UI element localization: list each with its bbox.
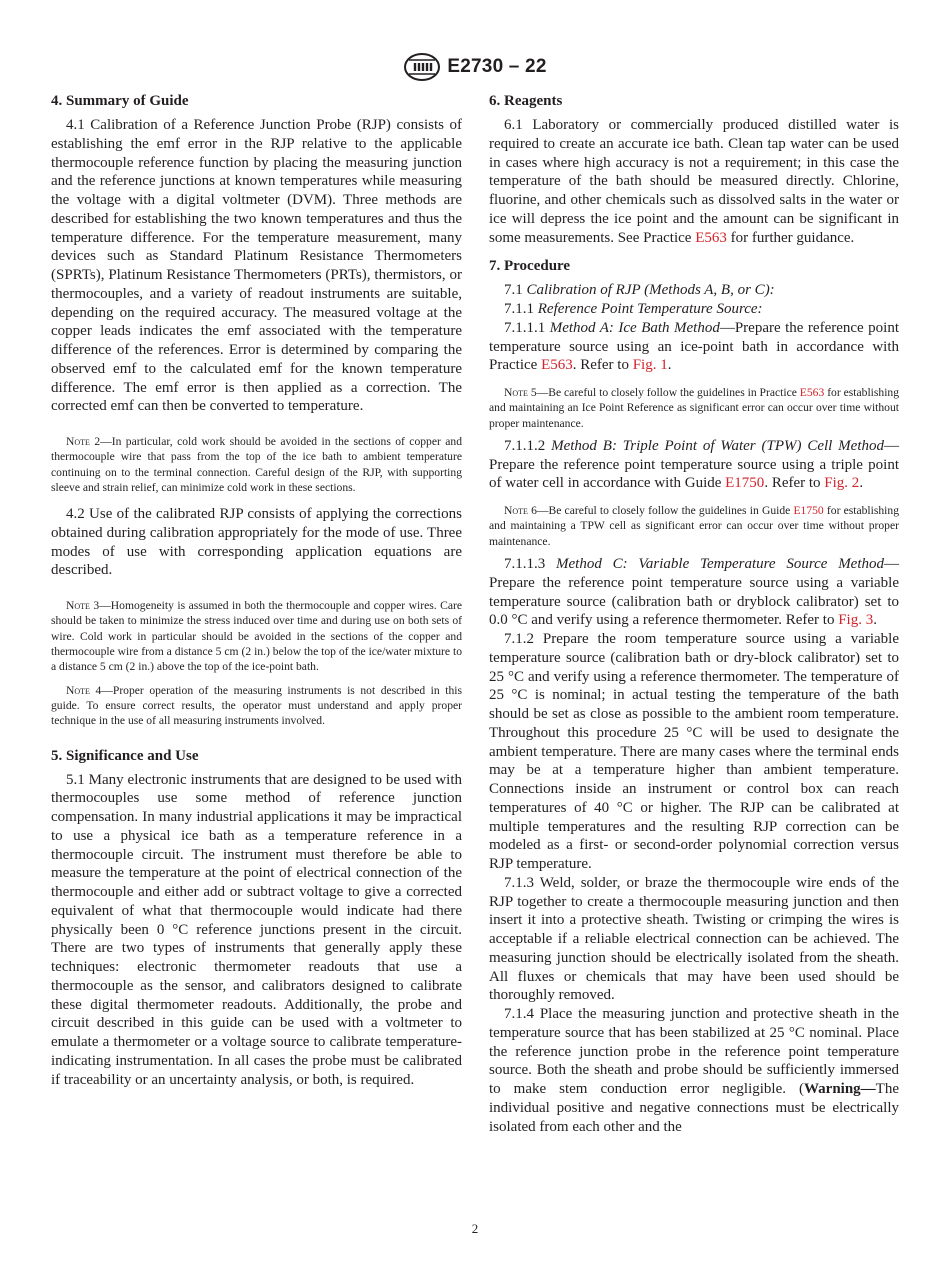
link-e563[interactable]: E563 (799, 386, 825, 399)
text-run: —Prepare the reference point temperature source using an ice-point bath in accordance with Practice (489, 319, 900, 374)
italic-run: Method A: Ice Bath Method (549, 319, 720, 336)
paragraph-5-1: 5.1 Many electronic instruments that are designed to be used with thermocouples use some method of reference junction compensation. In many industrial applications it may be impractical to use a physical ice bath as a temperature reference in a thermocouple circuit. The instrument must therefore be able to measure the temperature at the point of electrical connection of the thermocouple and either add or subtract voltage to give a corrected equivalent of what that thermocouple would indicate had there physically been 0 °C reference junctions present in the circuit. There are two types of instruments that generally apply these techniques: electronic thermometer readouts that use a thermocouple as the sensor, and calibrators designed to calibrate these digital thermometer readouts. Additionally, the probe and circuit described in this guide can be used with a voltmeter to emulate a thermometer or a voltage source to calibrate temperature-indicating instrumentation. In all cases the probe must be calibrated if traceability or an uncertainty analysis, or both, is required. (51, 771, 462, 1088)
link-e1750[interactable]: E1750 (793, 504, 824, 518)
note-3 (51, 598, 462, 674)
italic-run: Method B: Triple Point of Water (TPW) Cell Method (551, 437, 885, 454)
text-run: 7.1.1.3 (504, 556, 557, 573)
text-run: —Prepare the reference point temperature source using a variable temperature source (calibration bath or dryblock calibrator) set to 0.0 °C and verify using a reference thermometer. Refer to (489, 556, 900, 629)
note-6 (489, 503, 899, 549)
section-4-heading: 4. Summary of Guide (51, 93, 189, 109)
link-e1750[interactable]: E1750 (725, 475, 765, 492)
note-text: 6—Be careful to closely follow the guidelines in Guide (527, 504, 794, 518)
link-e563[interactable]: E563 (695, 229, 727, 246)
page-number: 2 (471, 1221, 479, 1236)
note-text: for establishing and maintaining an Ice Point Reference as significant error can occur over time without proper maintenance. (489, 386, 900, 430)
paragraph-6-1 (489, 116, 899, 247)
text-run: 7.1.1 (504, 301, 538, 317)
text-run: 6.1 Laboratory or commercially produced distilled water is required to create an accurate ice bath. Clean tap water can be used in cases where high accuracy is not a requirement; in this case the temperature of the bath should be measured directly. Chlorine, fluorine, and other chemicals such as dissolved salts in the water or ice will depress the ice point and the amount can be significant in some measurements. See Practice (489, 117, 899, 246)
paragraph-7-1-1-2 (489, 437, 899, 493)
paragraph-7-1-4 (489, 1005, 899, 1136)
note-text: 3—Homogeneity is assumed in both the thermocouple and copper wires. Care should be taken to minimize the stress induced over time and during use on both sets of wire. Cold work in particular should be avoided in the sections of the copper and thermocouple wire from a distance 5 cm (2 in.) below the top of the ice/water mixture to a distance 5 cm (2 in.) above the top of the ice-point bath. (51, 599, 462, 674)
text-run: —Prepare the reference point temperature source using a triple point of water cell in accordance with Guide (489, 437, 900, 492)
note-text: 5—Be careful to closely follow the guidelines in Practice (527, 386, 800, 399)
link-fig-1[interactable]: Fig. 1 (632, 357, 668, 374)
section-5-heading: 5. Significance and Use (51, 747, 199, 764)
note-5 (489, 385, 899, 431)
paragraph-4-2: 4.2 Use of the calibrated RJP consists of applying the corrections obtained during calibration appropriately for the mode of use. Three modes of use with corresponding application equations are described. (51, 506, 462, 579)
italic-run: Reference Point Temperature Source: (537, 301, 763, 317)
astm-logo-icon (403, 52, 441, 82)
link-fig-2[interactable]: Fig. 2 (824, 475, 860, 492)
note-text: 4—Proper operation of the measuring instruments is not described in this guide. To ensure correct results, the operator must understand and apply proper technique in the use of all measuring instruments involved. (51, 683, 462, 728)
text-run: . (873, 612, 877, 629)
paragraph-7-1-3: 7.1.3 Weld, solder, or braze the thermocouple wire ends of the RJP together to create a thermocouple measuring junction and then insert it into a protective sheath. Twisting or crimping the wires is acceptable if a reliable electrical connection can be achieved. The measuring junction should be electrically isolated from the sheath. All fluxes or chemicals that may have been used should be thoroughly removed. (489, 874, 899, 1004)
note-2 (51, 434, 462, 495)
note-label: Note (504, 386, 528, 399)
right-column (489, 92, 899, 1136)
section-7-heading: 7. Procedure (489, 258, 571, 275)
note-label: Note (66, 435, 90, 448)
text-run: . (667, 357, 672, 374)
note-text: 2—In particular, cold work should be avoided in the sections of copper and thermocouple wire that pass from the top of the ice bath to ambient temperature continuing on to the terminal connection. Careful design of the RJP, with supporting sleeve and strain relief, can minimize cold work in these sections. (51, 435, 462, 494)
note-label: Note (66, 599, 90, 613)
note-4 (51, 683, 462, 729)
warning-label: Warning— (803, 1081, 876, 1098)
paragraph-4-1: 4.1 Calibration of a Reference Junction Probe (RJP) consists of establishing the emf error in the RJP relative to the applicable thermocouple reference function by placing the measuring junction and the reference junctions at known temperatures while measuring the voltage with a digital voltmeter (DVM). Three methods are described for establishing the two known temperatures and thus the temperature difference. For the temperature measurement, many devices such as Standard Platinum Resistance Thermometers (SPRTs), Platinum Resistance Thermometers (PRTs), thermistors, or thermocouples, and a variety of readout instruments are suitable, depending on the required accuracy. The measured voltage at the copper leads indicates the emf associated with the temperature difference of the references. Error is determined by comparing the observed emf to the calculated emf for the known temperature difference. The emf error is then applied as a correction. The corrected emf can then be converted to temperature. (51, 117, 462, 415)
paragraph-7-1-1-1 (489, 319, 899, 375)
text-run: 7.1 (504, 282, 527, 299)
italic-run: Method C: Variable Temperature Source Method (556, 556, 885, 573)
text-run: . Refer to (764, 475, 825, 492)
left-column (51, 92, 462, 1089)
text-run: The individual positive and negative connections must be electrically isolated from each other and the (489, 1081, 899, 1135)
text-run: . (859, 475, 864, 492)
paragraph-7-1-1-3 (489, 555, 899, 630)
text-run: for further guidance. (726, 229, 855, 246)
paragraph-7-1 (489, 281, 899, 300)
paragraph-7-1-1 (489, 300, 899, 319)
link-e563[interactable]: E563 (541, 357, 573, 374)
section-6-heading: 6. Reagents (489, 93, 563, 109)
standard-designation: E2730 – 22 (447, 56, 547, 77)
paragraph-7-1-2: 7.1.2 Prepare the room temperature source using a variable temperature source (calibration bath or dry-block calibrator) set to 25 °C and verify using a reference thermometer. The temperature of 25 °C is nominal; in actual testing the temperature of the bath should be set as close as possible to the ambient room temperature. Throughout this procedure 25 °C will be used to designate the ambient temperature. There are many cases where the terminal ends may be at a temperature higher than ambient temperature. Connections inside an instrument or control box can reach temperatures of 40 °C or higher. The RJP can be calibrated at multiple temperatures and the resulting RJP correction can be modeled as a first- or second-order polynomial correction versus RJP temperature. (489, 631, 899, 873)
note-text: for establishing and maintaining a TPW cell as significant error can occur over time without proper maintenance. (489, 504, 899, 548)
text-run: 7.1.4 Place the measuring junction and protective sheath in the temperature source that has been stabilized at 25 °C nominal. Place the reference junction probe in the reference point temperature source. Both the sheath and probe should be sufficiently immersed to make stem conduction error negligible. ( (489, 1006, 899, 1098)
note-label: Note (504, 504, 528, 518)
text-run: . Refer to (572, 357, 633, 374)
link-fig-3[interactable]: Fig. 3 (838, 612, 874, 629)
text-run: 7.1.1.2 (504, 437, 552, 454)
page-header (0, 52, 950, 86)
text-run: 7.1.1.1 (504, 319, 550, 336)
note-label: Note (66, 683, 90, 697)
italic-run: Calibration of RJP (Methods A, B, or C): (526, 282, 775, 299)
